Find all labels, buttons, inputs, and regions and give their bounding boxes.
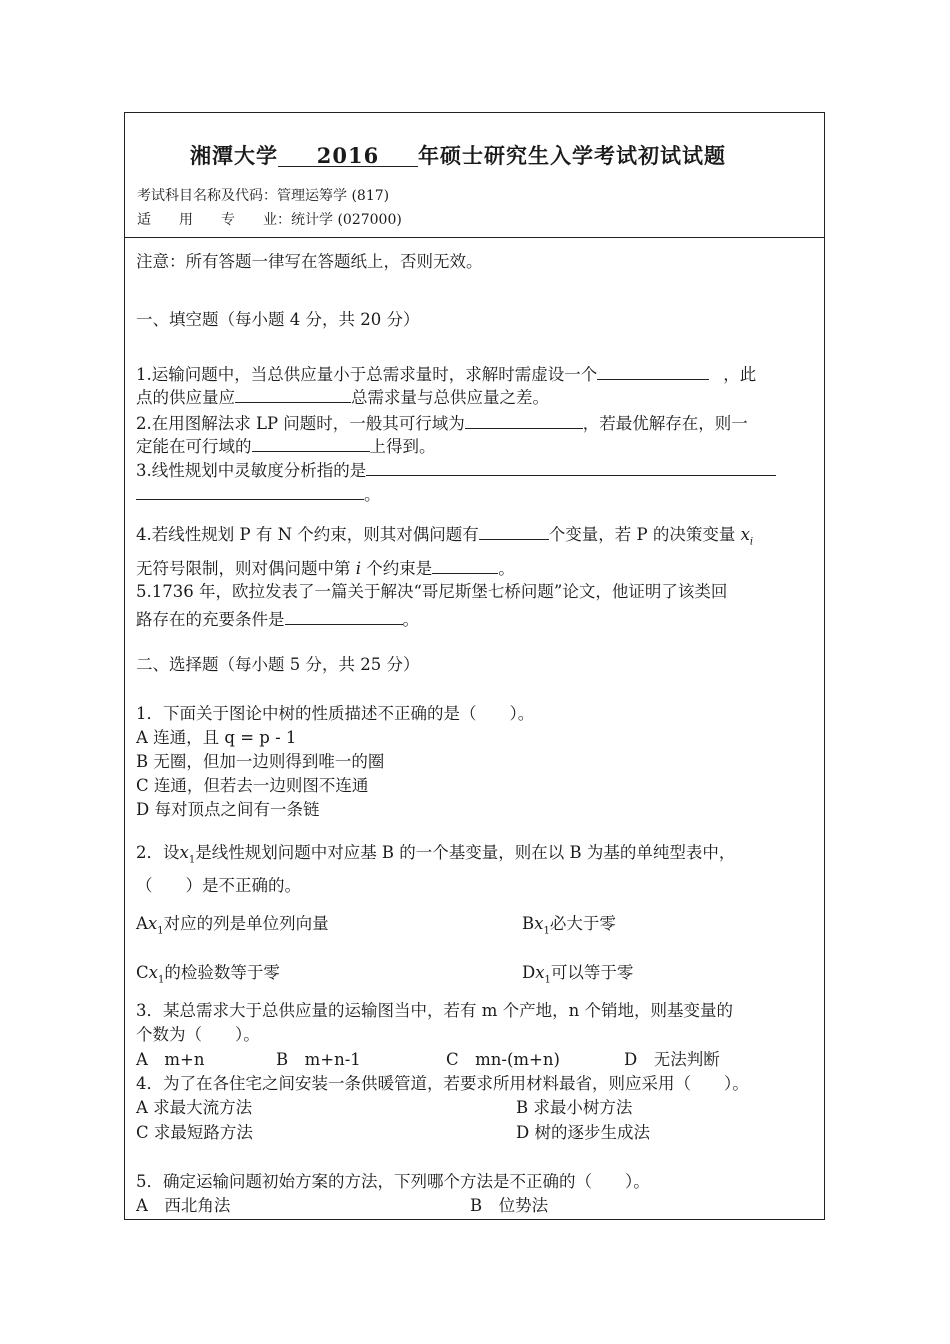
s2-q2-option-d bbox=[522, 963, 633, 990]
s1-q2-text: 2.在用图解法求 LP 问题时，一般其可行域为 bbox=[136, 414, 465, 433]
s2-q5-option-b: B 位势法 bbox=[470, 1196, 549, 1215]
s2-q2-option-c bbox=[136, 963, 280, 990]
s1-q1-text-tail: ，此 bbox=[723, 365, 757, 384]
opt-letter: A bbox=[136, 914, 148, 933]
s1-q3-text: 3.线性规划中灵敏度分析指的是 bbox=[136, 461, 367, 480]
s1-q4-text4: 个约束是 bbox=[366, 559, 433, 578]
subject-line bbox=[137, 186, 389, 206]
s2-q2-text2: 是线性规划问题中对应基 B 的一个基变量，则在以 B 为基的单纯型表中， bbox=[195, 843, 736, 862]
s2-q2-option-b bbox=[522, 914, 616, 941]
var-x: x bbox=[148, 963, 158, 982]
exam-year: 2016 bbox=[278, 146, 418, 167]
s2-q3-line2: 个数为（ ）。 bbox=[136, 1025, 260, 1044]
blank bbox=[136, 481, 364, 500]
s1-q5-text: 路存在的充要条件是 bbox=[136, 610, 285, 629]
blank bbox=[465, 410, 583, 429]
s1-q1-line1 bbox=[136, 361, 756, 385]
s1-q5-end: 。 bbox=[402, 610, 419, 629]
var-x: x bbox=[535, 963, 545, 982]
s2-q3-option-a: A m+n bbox=[136, 1050, 205, 1069]
s2-q4-option-c: C 求最短路方法 bbox=[136, 1123, 253, 1142]
s1-q4-end: 。 bbox=[498, 559, 515, 578]
s2-q4: 4．为了在各住宅之间安装一条供暖管道，若要求所用材料最省，则应采用（ ）。 bbox=[136, 1074, 749, 1093]
school-name: 湘潭大学 bbox=[190, 143, 278, 168]
s1-q4-text: 4.若线性规划 P 有 N 个约束，则其对偶问题有 bbox=[136, 525, 479, 544]
var-x: x bbox=[147, 914, 158, 933]
opt-text: 的检验数等于零 bbox=[164, 963, 280, 982]
blank bbox=[366, 457, 776, 476]
title-suffix: 年硕士研究生入学考试初试试题 bbox=[418, 143, 726, 168]
s2-q5-option-a: A 西北角法 bbox=[136, 1196, 231, 1215]
s1-q5-line2 bbox=[136, 606, 419, 630]
s1-q5-line1: 5.1736 年，欧拉发表了一篇关于解决“哥尼斯堡七桥问题”论文，他证明了该类回 bbox=[136, 582, 728, 601]
s2-q3-option-c: C mn-(m+n) bbox=[446, 1050, 560, 1069]
var-x: x bbox=[534, 914, 544, 933]
var-sub: 1 bbox=[157, 974, 165, 986]
var-sub: 1 bbox=[543, 925, 550, 937]
s1-q2-text-tail: ，若最优解存在，则一 bbox=[582, 414, 748, 433]
s1-q4-line1 bbox=[136, 521, 753, 552]
opt-letter: B bbox=[522, 914, 535, 933]
opt-text: 必大于零 bbox=[549, 914, 616, 933]
page-title bbox=[190, 143, 726, 168]
s1-q4-text3: 无符号限制，则对偶问题中第 bbox=[136, 559, 351, 578]
s1-q4-line2 bbox=[136, 555, 515, 579]
s1-q2-line1 bbox=[136, 410, 748, 434]
opt-letter: C bbox=[136, 963, 149, 982]
s2-q3-line1: 3．某总需求大于总供应量的运输图当中，若有 m 个产地，n 个销地，则基变量的 bbox=[136, 1001, 734, 1020]
s2-q4-option-a: A 求最大流方法 bbox=[136, 1098, 253, 1117]
s2-q4-option-d: D 树的逐步生成法 bbox=[516, 1123, 650, 1142]
var-sub: 1 bbox=[544, 974, 551, 986]
s1-q1-text3: 总需求量与总供应量之差。 bbox=[351, 388, 549, 407]
s2-q1-option-d: D 每对顶点之间有一条链 bbox=[136, 800, 320, 819]
s1-q1-text: 1.运输问题中，当总供应量小于总需求量时，求解时需虚设一个 bbox=[136, 365, 598, 384]
blank bbox=[432, 555, 498, 574]
blank bbox=[285, 606, 403, 625]
section1-heading: 一、填空题（每小题 4 分，共 20 分） bbox=[136, 310, 420, 329]
s1-q3-line2 bbox=[136, 481, 381, 505]
s1-q4-text2: 个变量，若 P 的决策变量 bbox=[548, 525, 736, 544]
s1-q1-text2: 点的供应量应 bbox=[136, 388, 235, 407]
notice: 注意：所有答题一律写在答题纸上，否则无效。 bbox=[136, 252, 483, 271]
blank bbox=[252, 433, 370, 452]
s2-q1-option-a: A 连通，且 q = p - 1 bbox=[136, 728, 297, 747]
s2-q2-line2: （ ）是不正确的。 bbox=[136, 876, 301, 895]
blank bbox=[235, 384, 351, 403]
major-label: 适 用 专 业： bbox=[137, 212, 291, 228]
var-x: x bbox=[179, 843, 189, 862]
s2-q2-text: 2．设 bbox=[136, 843, 180, 862]
s1-q3-end: 。 bbox=[364, 485, 381, 504]
blank bbox=[479, 521, 549, 540]
var-sub: 1 bbox=[188, 854, 196, 866]
var-sub: 1 bbox=[157, 925, 164, 937]
s2-q1: 1．下面关于图论中树的性质描述不正确的是（ ）。 bbox=[136, 704, 535, 723]
s2-q1-option-b: B 无圈，但加一边则得到唯一的圈 bbox=[136, 752, 385, 771]
major-value: 统计学 (027000) bbox=[291, 212, 402, 228]
var-i: i bbox=[355, 559, 362, 578]
s1-q2-text2: 定能在可行域的 bbox=[136, 437, 252, 456]
s2-q2-line1 bbox=[136, 843, 735, 870]
s2-q5: 5．确定运输问题初始方案的方法，下列哪个方法是不正确的（ ）。 bbox=[136, 1172, 650, 1191]
major-line bbox=[137, 210, 402, 230]
s1-q2-line2 bbox=[136, 433, 436, 457]
subject-label: 考试科目名称及代码： bbox=[137, 188, 277, 204]
s2-q3-option-d: D 无法判断 bbox=[624, 1050, 720, 1069]
blank bbox=[597, 361, 709, 380]
var-sub: i bbox=[749, 536, 754, 548]
header-divider bbox=[124, 237, 825, 238]
opt-text: 可以等于零 bbox=[550, 963, 634, 982]
opt-text: 对应的列是单位列向量 bbox=[163, 914, 329, 933]
s1-q1-line2 bbox=[136, 384, 549, 408]
opt-letter: D bbox=[522, 963, 536, 982]
s1-q2-text3: 上得到。 bbox=[369, 437, 436, 456]
section2-heading: 二、选择题（每小题 5 分，共 25 分） bbox=[136, 655, 420, 674]
s2-q1-option-c: C 连通，但若去一边则图不连通 bbox=[136, 776, 369, 795]
s2-q4-option-b: B 求最小树方法 bbox=[516, 1098, 633, 1117]
subject-value: 管理运筹学 (817) bbox=[277, 188, 390, 204]
var-x: x bbox=[740, 525, 750, 544]
s2-q2-option-a bbox=[136, 914, 329, 941]
s2-q3-option-b: B m+n-1 bbox=[276, 1050, 361, 1069]
s1-q3-line1 bbox=[136, 457, 776, 481]
